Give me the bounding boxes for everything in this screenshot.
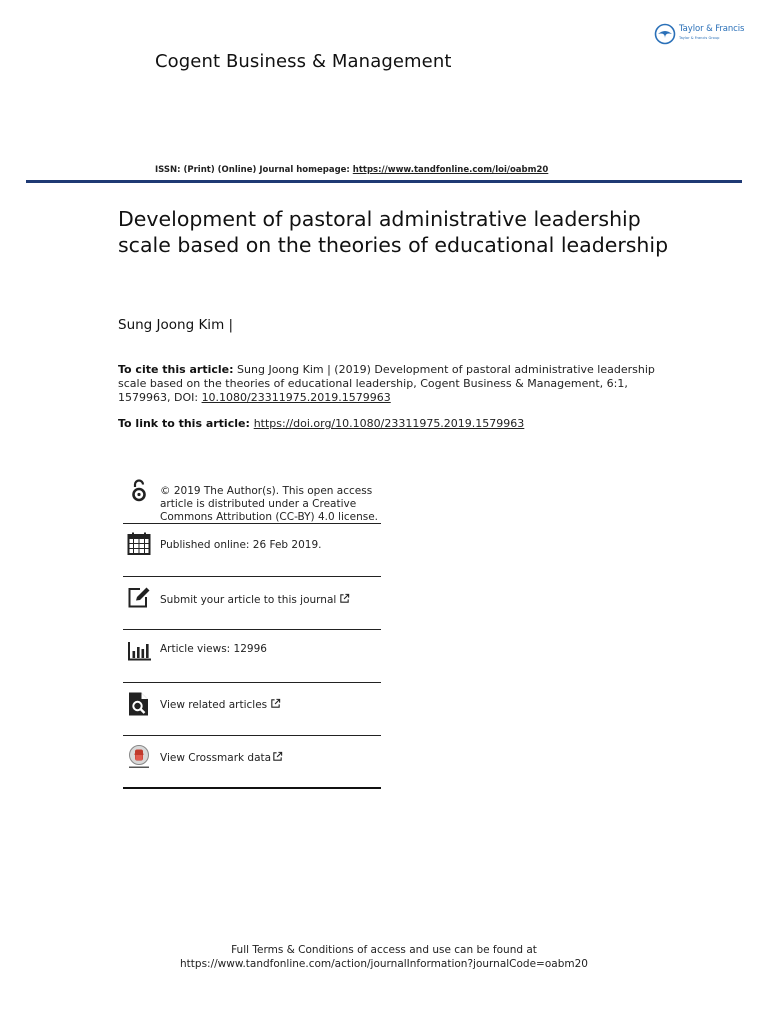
related-articles-item[interactable] — [123, 683, 381, 736]
journal-title: Cogent Business & Management — [155, 51, 452, 72]
bar-chart-icon — [126, 638, 152, 664]
submit-article-item[interactable] — [123, 577, 381, 630]
open-access-icon — [126, 478, 152, 504]
doi-link[interactable]: 10.1080/23311975.2019.1579963 — [201, 391, 391, 404]
footer-terms-link[interactable]: https://www.tandfonline.com/action/journalInformation?journalCode=oabm20 — [180, 958, 588, 970]
publisher-logo-icon — [654, 23, 676, 45]
issn-prefix: ISSN: (Print) (Online) Journal homepage: — [155, 165, 353, 175]
article-views-item — [123, 630, 381, 683]
article-views: Article views: 12996 — [160, 643, 267, 655]
article-info-list — [123, 470, 381, 789]
publisher-logo[interactable] — [654, 22, 754, 46]
cite-label: To cite this article: — [118, 363, 234, 376]
related-articles-link[interactable] — [160, 698, 281, 712]
journal-homepage-link[interactable]: https://www.tandfonline.com/loi/oabm20 — [352, 165, 549, 175]
submit-article-link[interactable] — [160, 593, 350, 607]
related-articles-label: View related articles — [160, 699, 268, 711]
author-line: Sung Joong Kim | — [118, 317, 234, 333]
published-item — [123, 524, 381, 577]
published-date: Published online: 26 Feb 2019. — [160, 539, 322, 551]
footer — [0, 943, 768, 971]
header-rule — [26, 180, 742, 183]
crossmark-link[interactable] — [160, 751, 283, 765]
external-link-icon — [339, 593, 350, 604]
license-item — [123, 470, 381, 524]
external-link-icon — [270, 698, 281, 709]
crossmark-label: View Crossmark data — [160, 752, 272, 764]
publisher-name: Taylor & Francis — [679, 24, 745, 34]
calendar-icon — [126, 531, 152, 557]
crossmark-item[interactable] — [123, 736, 381, 789]
citation-block — [118, 363, 678, 405]
article-link[interactable]: https://doi.org/10.1080/23311975.2019.1579963 — [253, 417, 525, 430]
link-block — [118, 417, 524, 431]
article-title: Development of pastoral administrative leadership scale based on the theories of educational leadership — [118, 207, 669, 257]
external-link-icon — [272, 751, 283, 762]
submit-article-label: Submit your article to this journal — [160, 594, 337, 606]
crossmark-icon — [126, 744, 152, 770]
cite-text: Sung Joong Kim | (2019) Development of pastoral administrative leadership scale based on the theories of educational leadership, Cogent Business & Management, 6:1, 1579963, DOI: — [118, 363, 655, 404]
footer-terms-text: Full Terms & Conditions of access and use can be found at — [231, 944, 537, 956]
issn-line — [155, 165, 548, 175]
related-articles-icon — [126, 691, 152, 717]
publisher-subtitle: Taylor & Francis Group — [679, 36, 720, 40]
edit-icon — [126, 585, 152, 611]
license-text: © 2019 The Author(s). This open access article is distributed under a Creative Commons Attribution (CC-BY) 4.0 license. — [160, 485, 379, 523]
link-label: To link to this article: — [118, 417, 254, 430]
